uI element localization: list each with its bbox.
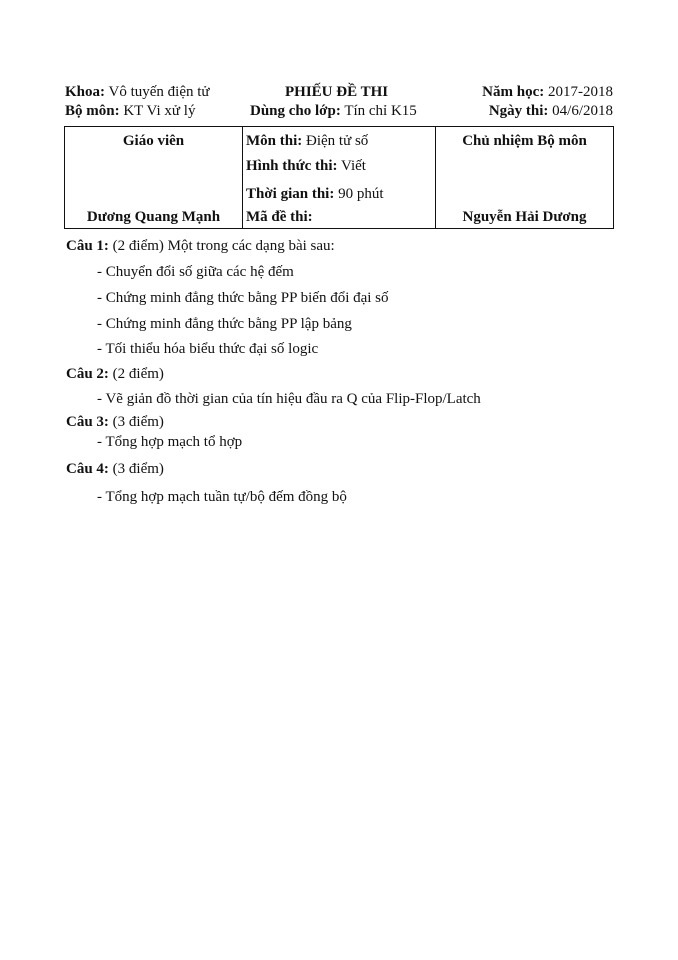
- question-1-item: - Chuyển đổi số giữa các hệ đếm: [97, 264, 294, 280]
- question-1: [66, 236, 335, 256]
- school-year-label: Năm học:: [482, 84, 545, 100]
- question-2-item: - Vẽ giản đồ thời gian của tín hiệu đầu ra Q của Flip-Flop/Latch: [97, 391, 481, 407]
- teacher-cell: [65, 127, 243, 229]
- format-label: Hình thức thi:: [246, 158, 338, 174]
- class-label: Dùng cho lớp:: [250, 103, 341, 119]
- exam-date-value: 04/6/2018: [552, 103, 613, 119]
- question-1-label: Câu 1:: [66, 238, 109, 254]
- department-value: KT Vi xử lý: [123, 103, 196, 119]
- format-line: [246, 156, 366, 176]
- department-label: Bộ môn:: [65, 103, 120, 119]
- question-4-label: Câu 4:: [66, 461, 109, 477]
- question-1-item: - Chứng minh đẳng thức bằng PP lập bảng: [97, 316, 352, 332]
- department-head-cell: [436, 127, 614, 229]
- question-3-text: (3 điểm): [112, 414, 164, 430]
- exam-details-cell: [243, 127, 436, 229]
- duration-label: Thời gian thi:: [246, 186, 335, 202]
- question-2: [66, 364, 164, 384]
- duration-value: 90 phút: [338, 186, 384, 202]
- exam-code-label: Mã đề thi:: [246, 209, 313, 225]
- school-year-line: [482, 82, 613, 102]
- question-3-label: Câu 3:: [66, 414, 109, 430]
- class-line: [250, 101, 417, 121]
- teacher-name: Dương Quang Mạnh: [86, 209, 221, 225]
- exam-date-line: [489, 101, 613, 121]
- question-3-item: - Tổng hợp mạch tổ hợp: [97, 434, 243, 450]
- department-head-name: Nguyễn Hải Dương: [462, 209, 587, 225]
- question-1-text: (2 điểm) Một trong các dạng bài sau:: [112, 238, 335, 254]
- question-4-text: (3 điểm): [112, 461, 164, 477]
- teacher-heading: Giáo viên: [122, 133, 185, 149]
- format-value: Viết: [341, 158, 366, 174]
- question-4: [66, 459, 164, 479]
- exam-info-table: [64, 126, 614, 229]
- question-4-item: - Tổng hợp mạch tuần tự/bộ đếm đồng bộ: [97, 489, 347, 505]
- exam-date-label: Ngày thi:: [488, 103, 549, 119]
- subject-value: Điện tử số: [306, 133, 369, 149]
- school-year-value: 2017-2018: [548, 84, 613, 100]
- question-2-text: (2 điểm): [112, 366, 164, 382]
- subject-line: [246, 131, 368, 151]
- question-1-item: - Chứng minh đẳng thức bằng PP biến đổi đại số: [97, 290, 389, 306]
- duration-line: [246, 184, 384, 204]
- question-1-item: - Tối thiểu hóa biểu thức đại số logic: [97, 341, 319, 357]
- document-title: PHIẾU ĐỀ THI: [285, 84, 389, 100]
- class-value: Tín chỉ K15: [344, 103, 417, 119]
- faculty-line: [65, 82, 210, 102]
- question-3: [66, 412, 164, 432]
- faculty-value: Vô tuyến điện tử: [108, 84, 210, 100]
- question-2-label: Câu 2:: [66, 366, 109, 382]
- subject-label: Môn thi:: [246, 133, 303, 149]
- department-head-heading: Chủ nhiệm Bộ môn: [462, 133, 587, 149]
- faculty-label: Khoa:: [65, 84, 106, 100]
- department-line: [65, 101, 195, 121]
